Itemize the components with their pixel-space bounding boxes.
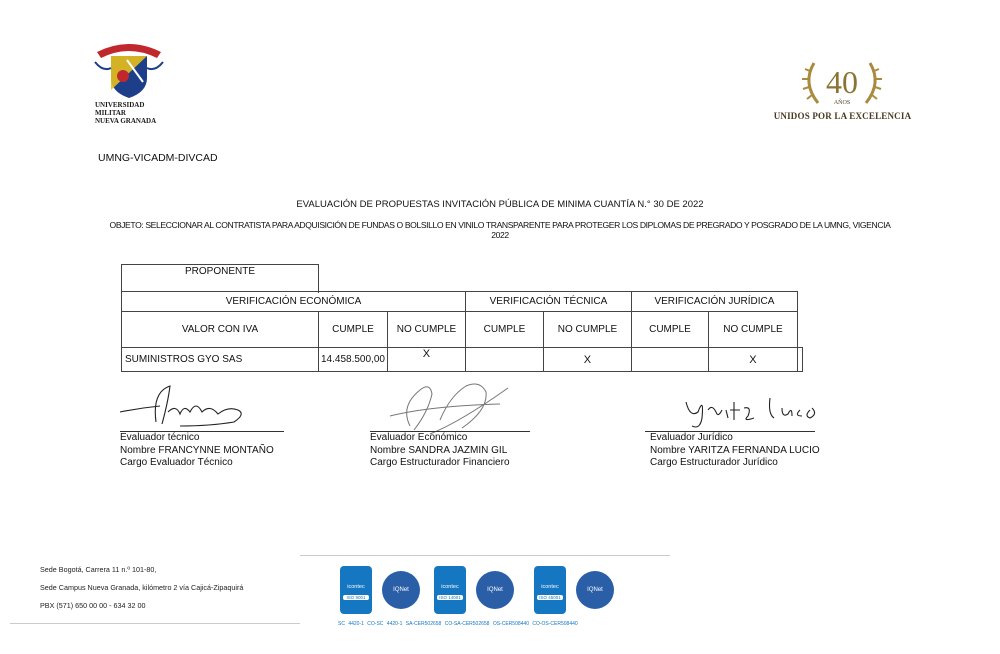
cell-tec-no-cumple <box>631 348 708 372</box>
signature-name: Nombre SANDRA JAZMIN GIL <box>370 444 508 456</box>
header-jur-no-cumple: NO CUMPLE <box>708 312 797 348</box>
iqnet-badge: IQNet <box>476 571 514 609</box>
icontec-iso45001-badge: icontec ISO 45001 <box>534 566 566 614</box>
header-verificacion-juridica: VERIFICACIÓN JURÍDICA <box>631 292 797 312</box>
signature-economic <box>370 376 520 436</box>
signature-name: Nombre FRANCYNNE MONTAÑO <box>120 444 274 456</box>
header-tec-cumple: CUMPLE <box>465 312 543 348</box>
header-eco-cumple: CUMPLE <box>319 312 388 348</box>
university-name-line1: UNIVERSIDAD MILITAR <box>95 101 145 117</box>
signature-role: Evaluador técnico <box>120 432 200 443</box>
evaluation-table <box>121 264 803 372</box>
signature-legal <box>678 388 828 432</box>
cell-jur-cumple: X <box>708 348 797 372</box>
footer-address <box>40 561 243 615</box>
certification-logos <box>338 566 628 628</box>
header-jur-cumple: CUMPLE <box>631 312 708 348</box>
cell-proponente: SUMINISTROS GYO SAS <box>122 348 319 372</box>
footer-divider <box>10 623 300 624</box>
document-reference: UMNG-VICADM-DIVCAD <box>98 152 218 164</box>
iqnet-badge: IQNet <box>576 571 614 609</box>
footer-phone: PBX (571) 650 00 00 - 634 32 00 <box>40 601 146 610</box>
anniversary-tagline: UNIDOS POR LA EXCELENCIA <box>773 111 912 121</box>
header-tec-no-cumple: NO CUMPLE <box>543 312 631 348</box>
signature-block-economic <box>370 432 510 470</box>
crest-icon <box>93 38 165 100</box>
icontec-iso14001-badge: icontec ISO 14001 <box>434 566 466 614</box>
university-name-line2: NUEVA GRANADA <box>95 117 157 125</box>
document-object: OBJETO: SELECCIONAR AL CONTRATISTA PARA ADQUISICIÓN DE FUNDAS O BOLSILLO EN VINILO TRANSPARENTE PARA PROTEGER LOS DIPLOMAS DE PREGRADO Y POSGRADO DE LA UMNG, VIGENCIA 2022 <box>109 220 891 240</box>
cell-jur-no-cumple <box>797 348 802 372</box>
cell-valor: 14.458.500,00 <box>319 348 388 372</box>
header-blank <box>319 265 544 292</box>
university-logo <box>93 38 165 125</box>
footer-address-campus: Sede Campus Nueva Granada, kilómetro 2 vía Cajicá-Zipaquirá <box>40 583 244 592</box>
signature-cargo: Cargo Evaluador Técnico <box>120 457 233 468</box>
header-eco-no-cumple: NO CUMPLE <box>387 312 465 348</box>
certification-codes: SC 4420-1 CO-SC 4420-1 SA-CER502658 CO-SA-CER502658 OS-CER508440 CO-OS-CER508440 <box>338 621 578 627</box>
table-row <box>122 348 803 372</box>
header-proponente: PROPONENTE <box>122 265 319 292</box>
cell-tec-cumple: X <box>543 348 631 372</box>
footer-divider-top <box>300 555 670 556</box>
iqnet-badge: IQNet <box>382 571 420 609</box>
cell-eco-cumple: X <box>387 348 465 372</box>
header-valor-con-iva: VALOR CON IVA <box>122 312 319 348</box>
signature-cargo: Cargo Estructurador Jurídico <box>650 457 778 468</box>
signature-cargo: Cargo Estructurador Financiero <box>370 457 510 468</box>
anniversary-number: 40 <box>826 64 858 100</box>
signature-technical <box>110 382 260 434</box>
signature-block-legal <box>650 432 820 470</box>
signature-block-technical <box>120 432 274 470</box>
signature-role: Evaluador Jurídico <box>650 432 733 443</box>
laurel-icon <box>800 57 884 109</box>
document-title: EVALUACIÓN DE PROPUESTAS INVITACIÓN PÚBLICA DE MINIMA CUANTÍA N.° 30 DE 2022 <box>296 199 704 210</box>
header-verificacion-economica: VERIFICACIÓN ECONÓMICA <box>122 292 466 312</box>
footer-address-bogota: Sede Bogotá, Carrera 11 n.º 101-80, <box>40 565 157 574</box>
header-verificacion-tecnica: VERIFICACIÓN TÉCNICA <box>465 292 631 312</box>
cell-eco-no-cumple <box>465 348 543 372</box>
anniversary-years: AÑOS <box>833 100 851 106</box>
icontec-iso9001-badge: icontec ISO 9001 <box>340 566 372 614</box>
signature-name: Nombre YARITZA FERNANDA LUCIO <box>650 444 820 456</box>
signature-role: Evaluador Económico <box>370 432 468 443</box>
anniversary-logo <box>770 57 915 127</box>
